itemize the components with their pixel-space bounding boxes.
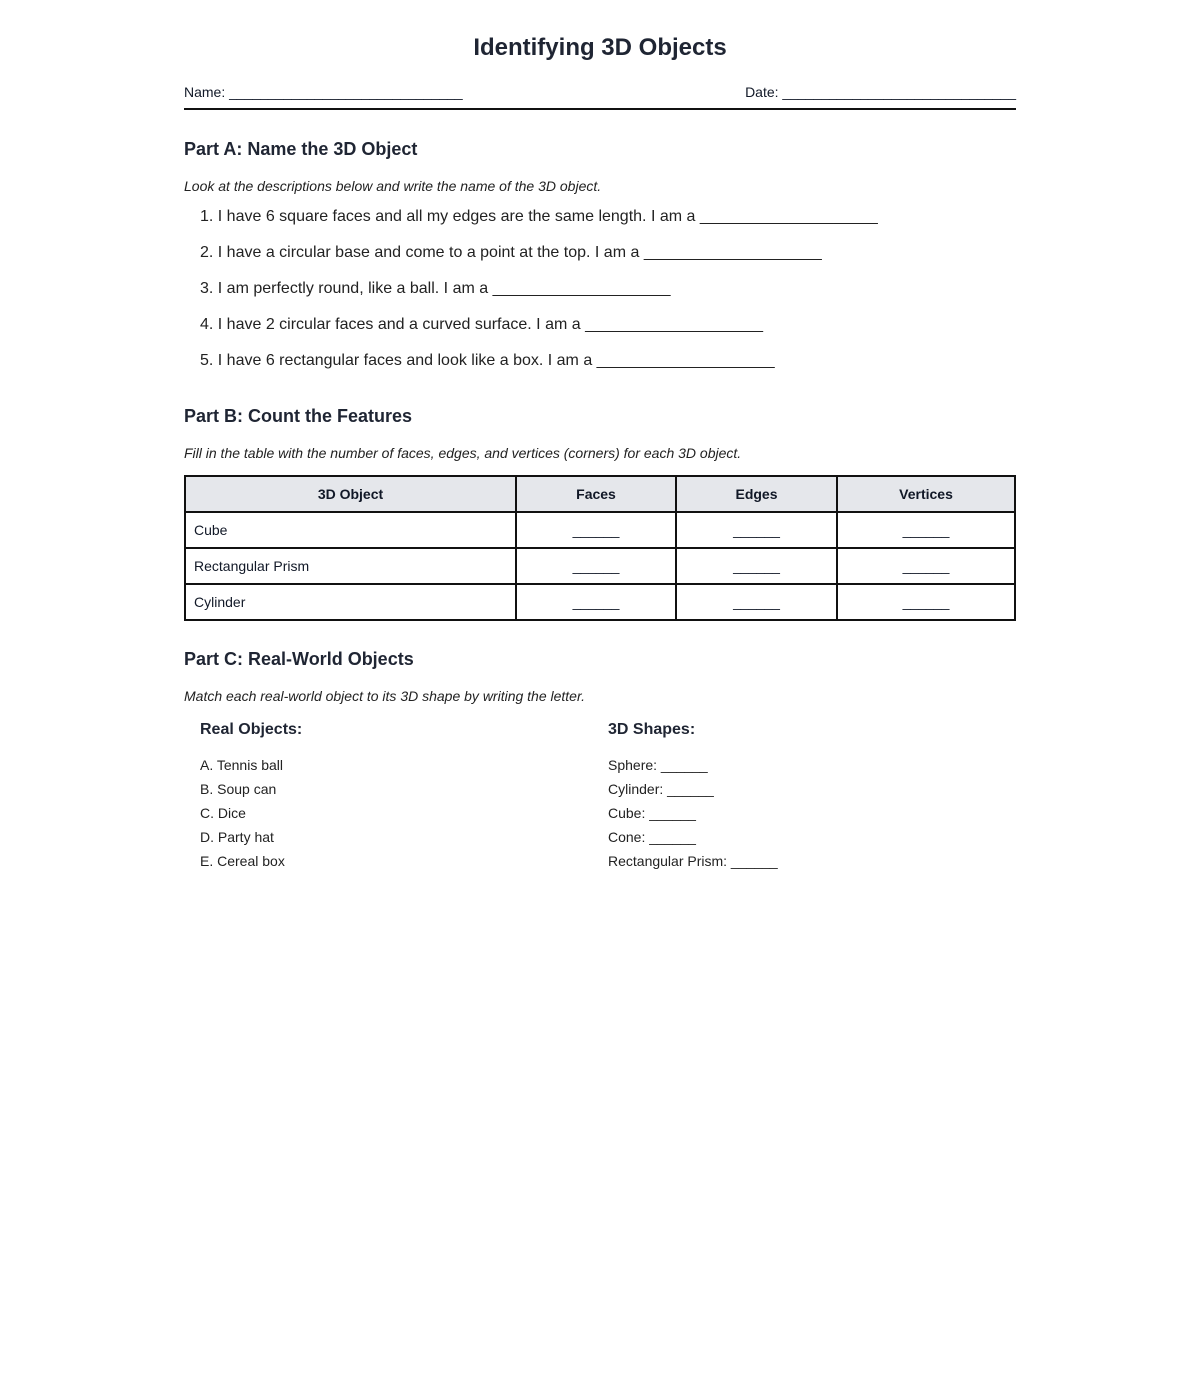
object-cell: Cube xyxy=(185,512,516,548)
header-fields xyxy=(184,83,1016,110)
question-item[interactable]: 3. I am perfectly round, like a ball. I am a ____________________ xyxy=(200,280,671,297)
real-object-item: C. Dice xyxy=(200,805,246,821)
question-item[interactable]: 2. I have a circular base and come to a point at the top. I am a ____________________ xyxy=(200,244,822,261)
worksheet xyxy=(184,0,1016,873)
edges-blank[interactable]: ______ xyxy=(676,584,837,620)
question-item[interactable]: 1. I have 6 square faces and all my edges are the same length. I am a ____________________ xyxy=(200,208,878,225)
shape-answer-item[interactable]: Cube: ______ xyxy=(608,805,696,821)
part-a-title: Part A: Name the 3D Object xyxy=(184,139,418,159)
shape-answer-item[interactable]: Cylinder: ______ xyxy=(608,781,714,797)
column-header-faces: Faces xyxy=(516,476,676,512)
part-c-instructions: Match each real-world object to its 3D shape by writing the letter. xyxy=(184,688,586,704)
question-item[interactable]: 5. I have 6 rectangular faces and look like a box. I am a ____________________ xyxy=(200,352,775,369)
shapes-heading: 3D Shapes: xyxy=(608,721,696,738)
part-c-title: Part C: Real-World Objects xyxy=(184,649,414,669)
shape-answer-item[interactable]: Rectangular Prism: ______ xyxy=(608,853,778,869)
part-b-instructions: Fill in the table with the number of faces, edges, and vertices (corners) for each 3D object. xyxy=(184,445,742,461)
table-header-row xyxy=(185,476,1015,512)
faces-blank[interactable]: ______ xyxy=(516,584,676,620)
question-list xyxy=(184,207,1016,371)
vertices-blank[interactable]: ______ xyxy=(837,548,1015,584)
table-row xyxy=(185,512,1015,548)
part-a-instructions: Look at the descriptions below and write the name of the 3D object. xyxy=(184,178,602,194)
part-b-title: Part B: Count the Features xyxy=(184,406,413,426)
vertices-blank[interactable]: ______ xyxy=(837,584,1015,620)
column-header-edges: Edges xyxy=(676,476,837,512)
vertices-blank[interactable]: ______ xyxy=(837,512,1015,548)
features-table xyxy=(184,475,1016,621)
shape-answer-item[interactable]: Sphere: ______ xyxy=(608,757,708,773)
date-field[interactable]: Date: ______________________________ xyxy=(745,84,1016,100)
real-object-item: E. Cereal box xyxy=(200,853,285,869)
table-row xyxy=(185,584,1015,620)
real-objects-column xyxy=(200,719,608,873)
real-object-item: B. Soup can xyxy=(200,781,277,797)
real-objects-heading: Real Objects: xyxy=(200,721,303,738)
real-object-item: A. Tennis ball xyxy=(200,757,284,773)
matching-section xyxy=(184,719,1016,873)
table-row xyxy=(185,548,1015,584)
edges-blank[interactable]: ______ xyxy=(676,548,837,584)
column-header-object: 3D Object xyxy=(185,476,516,512)
name-field[interactable]: Name: ______________________________ xyxy=(184,84,463,100)
column-header-vertices: Vertices xyxy=(837,476,1015,512)
object-cell: Rectangular Prism xyxy=(185,548,516,584)
shapes-column xyxy=(608,719,1016,873)
shape-answer-item[interactable]: Cone: ______ xyxy=(608,829,696,845)
question-item[interactable]: 4. I have 2 circular faces and a curved surface. I am a ____________________ xyxy=(200,316,764,333)
faces-blank[interactable]: ______ xyxy=(516,512,676,548)
edges-blank[interactable]: ______ xyxy=(676,512,837,548)
object-cell: Cylinder xyxy=(185,584,516,620)
real-object-item: D. Party hat xyxy=(200,829,274,845)
page-title: Identifying 3D Objects xyxy=(473,34,727,61)
faces-blank[interactable]: ______ xyxy=(516,548,676,584)
